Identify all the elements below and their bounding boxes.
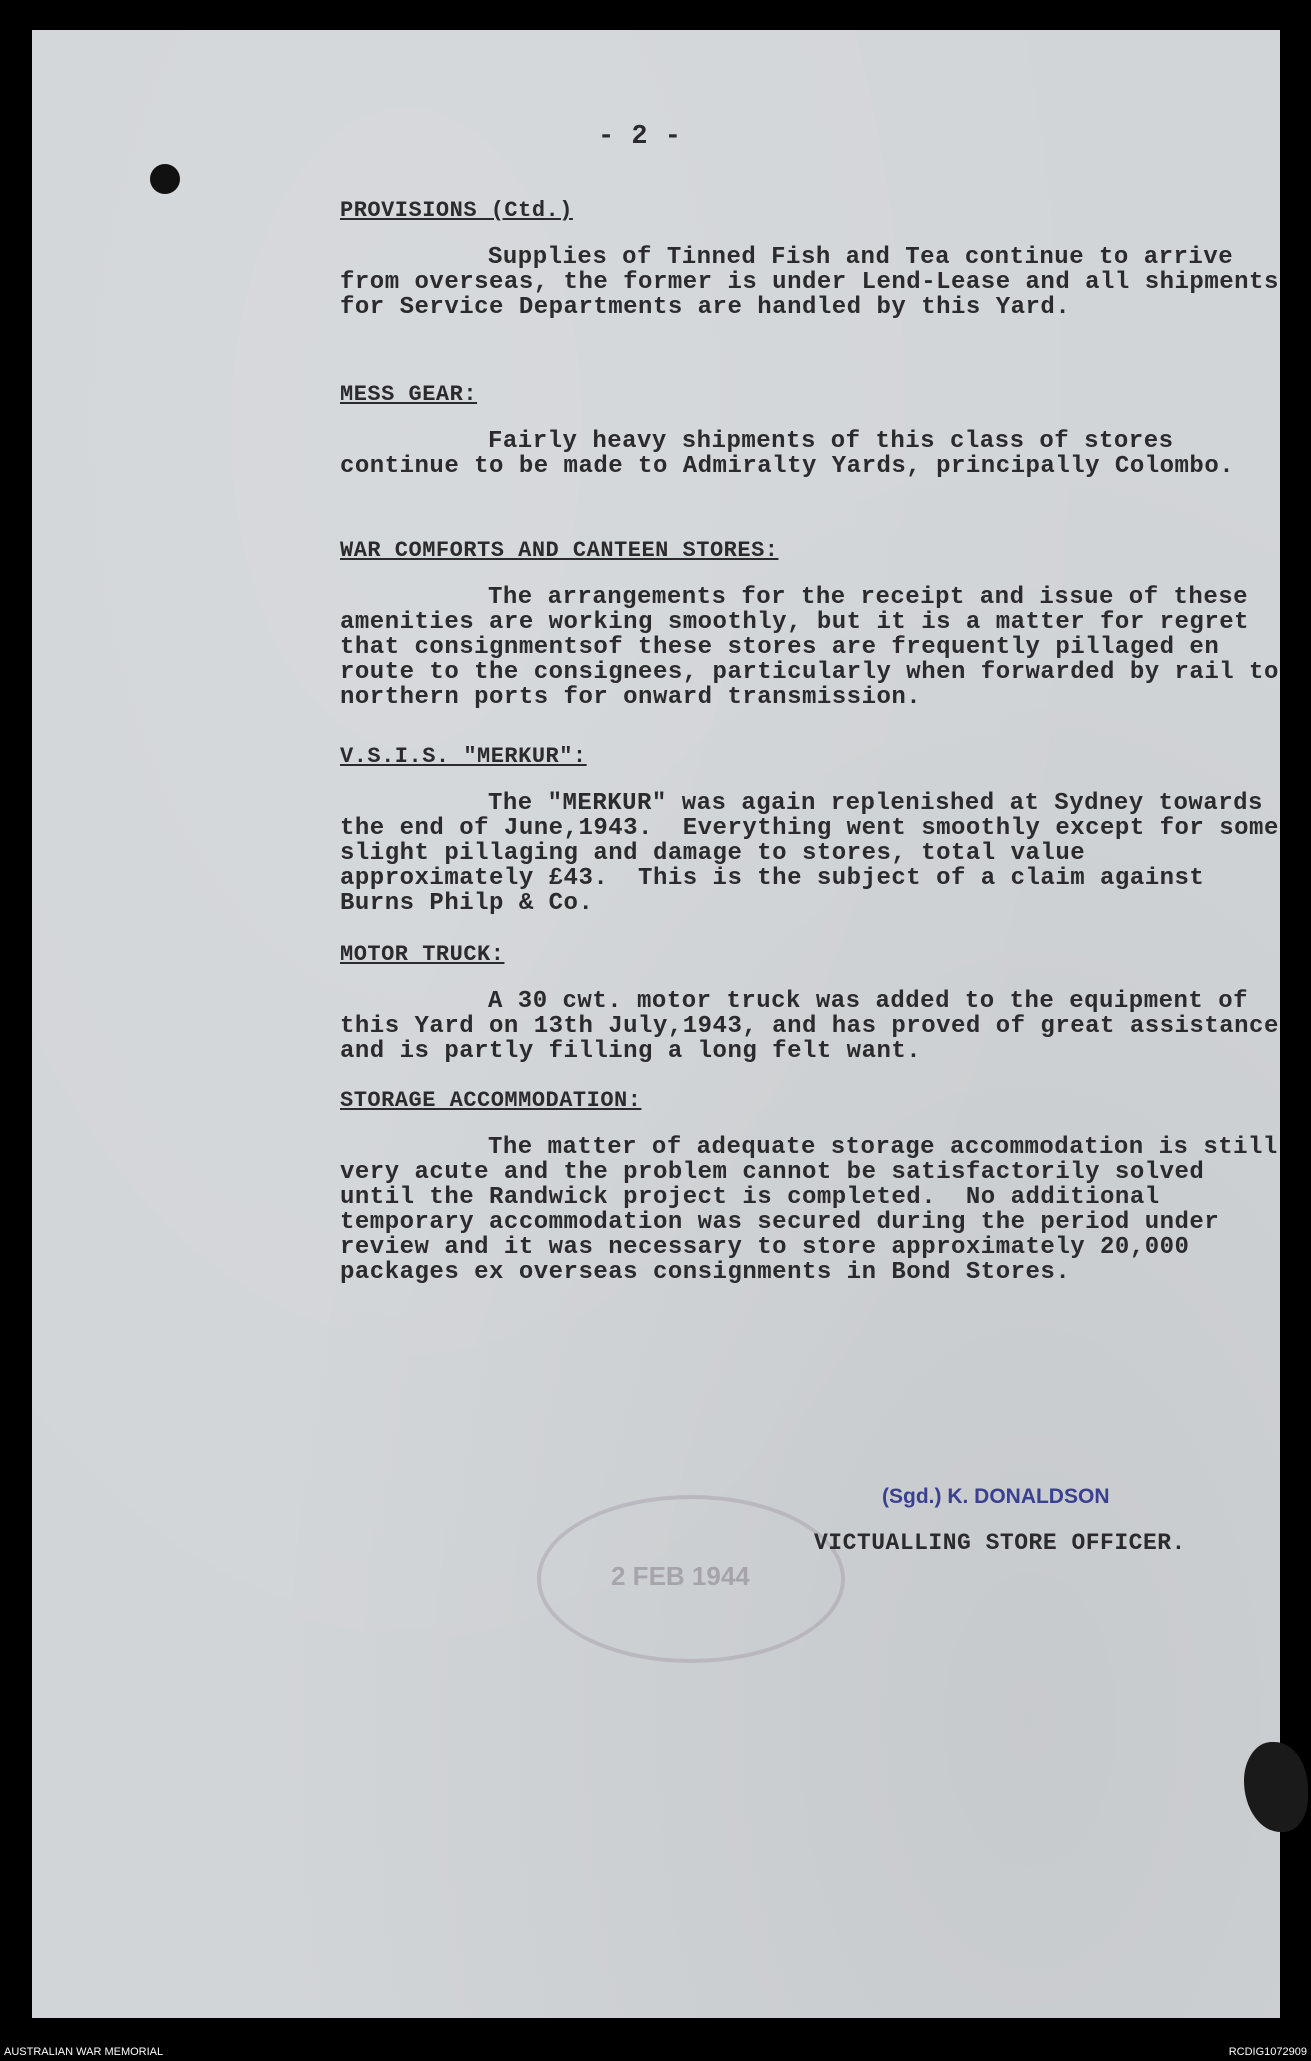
section-mess-gear [340, 382, 1280, 479]
section-heading: PROVISIONS (Ctd.) [340, 198, 573, 223]
section-body: Supplies of Tinned Fish and Tea continue to arrive from overseas, the former is under Lend-Lease and all shipments for Service Departments are handled by this Yard. [340, 244, 1294, 321]
stamp-date: 2 FEB 1944 [611, 1561, 750, 1591]
section-heading: STORAGE ACCOMMODATION: [340, 1088, 642, 1113]
page-number: - 2 - [598, 122, 682, 152]
section-body: The matter of adequate storage accommodation is still very acute and the problem cannot be satisfactorily solved until the Randwick project is completed. No additional temporary accommodation was secured during the period under review and it was necessary to store approximately 20,000 packages ex overseas consignments in Bond Stores. [340, 1134, 1293, 1286]
punch-hole [150, 164, 180, 194]
section-body: The "MERKUR" was again replenished at Sydney towards the end of June,1943. Everything went smoothly except for some slight pillaging and damage to stores, total value approximately £43. This is the subject of a claim against Burns Philp & Co. [340, 790, 1294, 917]
section-heading: MESS GEAR: [340, 382, 478, 407]
section-heading: V.S.I.S. "MERKUR": [340, 744, 587, 769]
footer-record-id: RCDIG1072909 [1228, 2046, 1307, 2058]
document-page [32, 30, 1294, 2018]
section-body: The arrangements for the receipt and issue of these amenities are working smoothly, but it is a matter for regret that consignmentsof these stores are frequently pillaged en route to the consignees, particularly when forwarded by rail to northern ports for onward transmission. [340, 584, 1294, 711]
signature-title: VICTUALLING STORE OFFICER. [814, 1530, 1186, 1556]
signature-name: (Sgd.) K. DONALDSON [882, 1485, 1110, 1508]
section-body: Fairly heavy shipments of this class of stores continue to be made to Admiralty Yards, principally Colombo. [340, 428, 1235, 480]
section-heading: MOTOR TRUCK: [340, 942, 505, 967]
received-stamp [537, 1495, 845, 1663]
section-merkur [340, 744, 1294, 917]
section-war-comforts [340, 538, 1294, 711]
section-motor-truck [340, 942, 1294, 1065]
section-provisions [340, 198, 1294, 321]
section-body: A 30 cwt. motor truck was added to the equipment of this Yard on 13th July,1943, and has proved of great assistance and is partly filling a long felt want. [340, 988, 1294, 1065]
section-heading: WAR COMFORTS AND CANTEEN STORES: [340, 538, 779, 563]
ink-blot [1244, 1742, 1308, 1832]
section-storage [340, 1088, 1293, 1286]
footer-archive-name: AUSTRALIAN WAR MEMORIAL [4, 2046, 164, 2058]
